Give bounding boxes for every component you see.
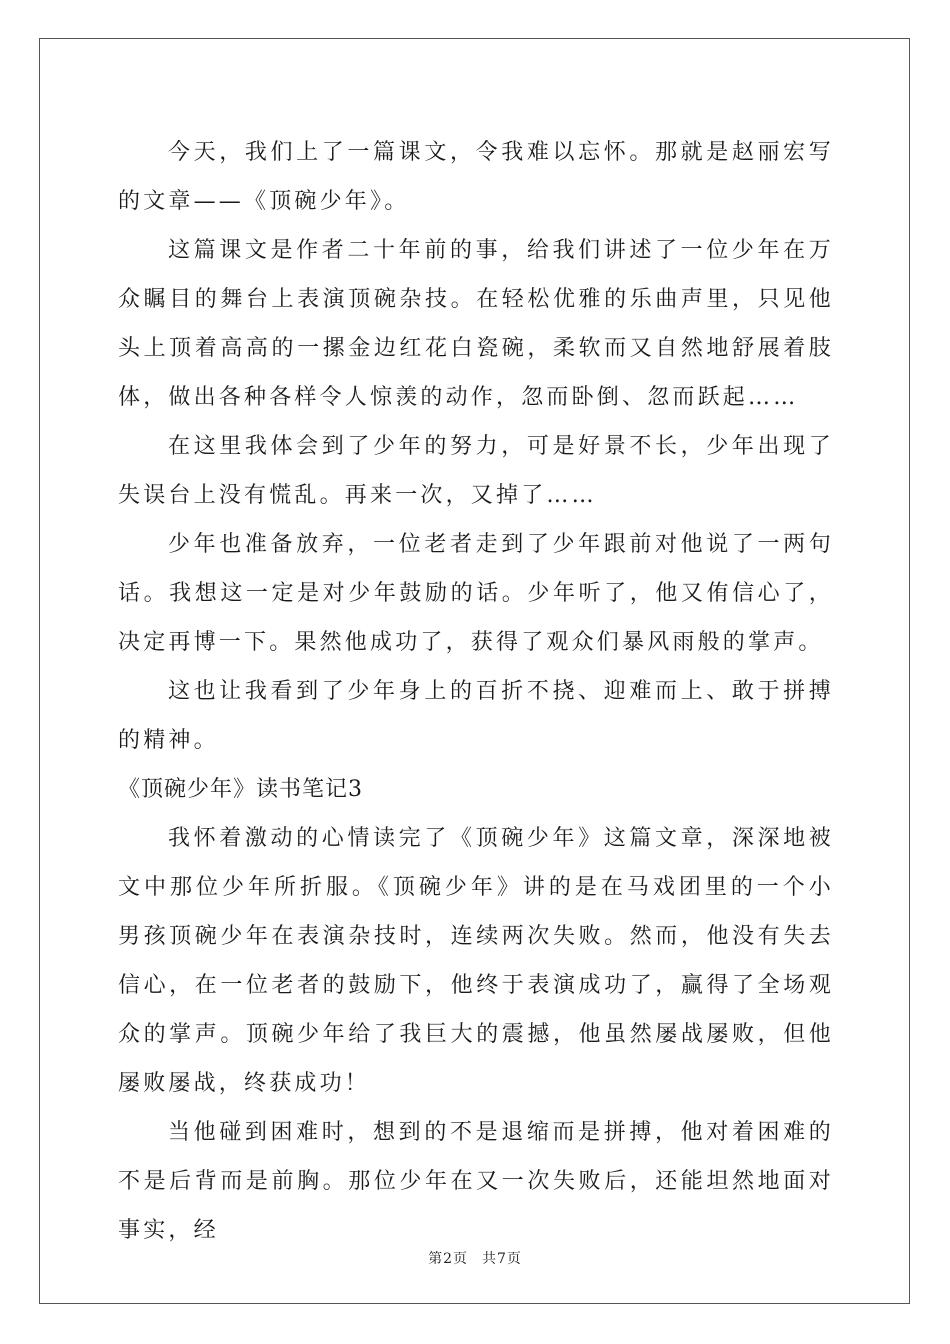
paragraph: 今天，我们上了一篇课文，令我难以忘怀。那就是赵丽宏写的文章——《顶碗少年》。 (118, 140, 834, 214)
section-heading: 《顶碗少年》读书笔记3 (118, 777, 363, 802)
paragraph: 这也让我看到了少年身上的百折不挠、迎难而上、敢于拼搏的精神。 (118, 679, 834, 753)
page-footer (0, 1248, 950, 1268)
page-total: 共7页 (482, 1251, 522, 1267)
page-number: 第2页 (428, 1251, 468, 1267)
paragraph: 当他碰到困难时，想到的不是退缩而是拼搏，他对着困难的不是后背而是前胸。那位少年在又一次失败后，还能坦然地面对事实，经 (118, 1120, 834, 1243)
paragraph: 我怀着激动的心情读完了《顶碗少年》这篇文章，深深地被文中那位少年所折服。《顶碗少年》讲的是在马戏团里的一个小男孩顶碗少年在表演杂技时，连续两次失败。然而，他没有失去信心，在一位老者的鼓励下，他终于表演成功了，赢得了全场观众的掌声。顶碗少年给了我巨大的震撼，他虽然屡战屡败，但他屡败屡战，终获成功！ (118, 826, 834, 1096)
paragraph: 少年也准备放弃，一位老者走到了少年跟前对他说了一两句话。我想这一定是对少年鼓励的话。少年听了，他又侑信心了，决定再博一下。果然他成功了，获得了观众们暴风雨般的掌声。 (118, 532, 834, 655)
paragraph: 这篇课文是作者二十年前的事，给我们讲述了一位少年在万众瞩目的舞台上表演顶碗杂技。在轻松优雅的乐曲声里，只见他头上顶着高高的一摞金边红花白瓷碗，柔软而又自然地舒展着肢体，做出各种各样令人惊羡的动作，忽而卧倒、忽而跃起…… (118, 238, 834, 410)
document-body (118, 128, 834, 1255)
paragraph: 在这里我体会到了少年的努力，可是好景不长，少年出现了失误台上没有慌乱。再来一次，又掉了…… (118, 434, 834, 508)
